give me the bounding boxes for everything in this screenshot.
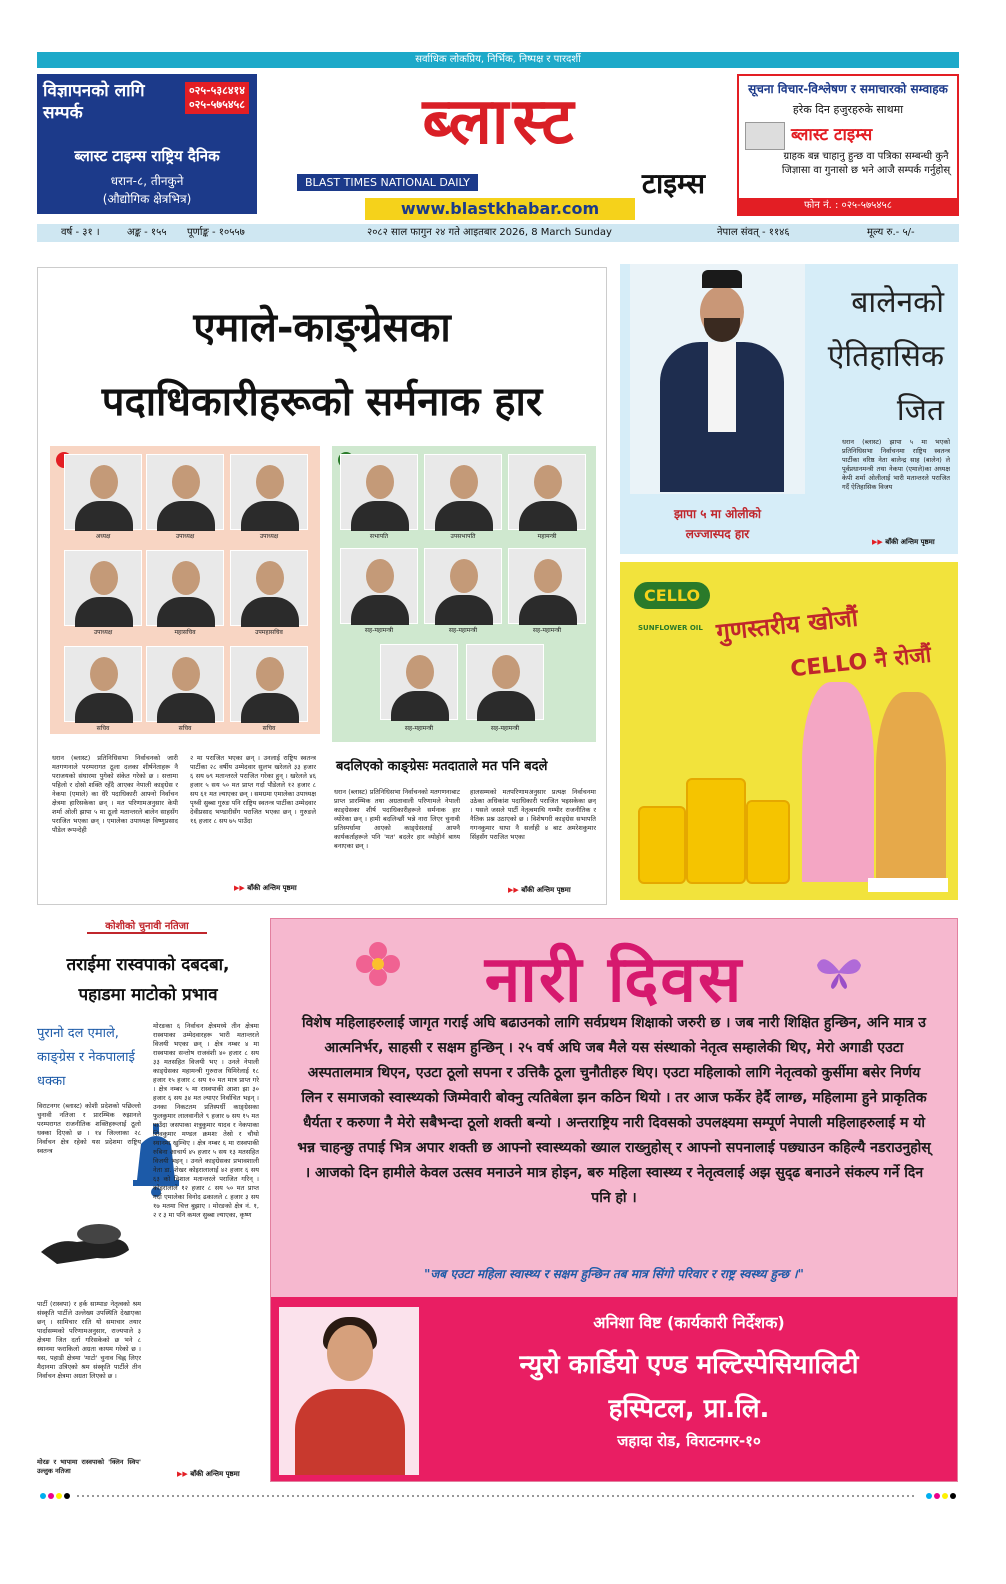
official-photo	[230, 646, 308, 722]
official-caption: सचिव	[96, 725, 110, 732]
lead-story	[37, 267, 607, 905]
official-photo	[64, 646, 142, 722]
masthead-times: टाइम्स	[641, 167, 705, 200]
cello-brand: CELLO	[634, 582, 710, 609]
total-issue: पूर्णाङ्क - १०५५७	[187, 227, 245, 238]
balen-title-2: ऐतिहासिक	[827, 339, 944, 374]
official-photo	[230, 454, 308, 530]
official-caption: सह-महामन्त्री	[532, 627, 562, 634]
official-caption: महासचिव	[174, 629, 196, 636]
kosi-headline-1: तराईमा रास्वपाको दबदबा,	[66, 955, 230, 975]
masthead-subtitle: BLAST TIMES NATIONAL DAILY	[297, 174, 478, 191]
ad-phone-2: ०२५-५७५४५८	[188, 98, 245, 111]
continued-link[interactable]: ▶▶ बाँकी अन्तिम पृष्ठमा	[508, 886, 571, 894]
continued-link[interactable]: ▶▶ बाँकी अन्तिम पृष्ठमा	[234, 884, 297, 892]
official-photo	[340, 548, 418, 624]
continued-link[interactable]: ▶▶ बाँकी अन्तिम पृष्ठमा	[177, 1470, 240, 1478]
kosi-column: विराटनगर (ब्लास्ट) कोशी प्रदेशको पछिल्लो चुनावी नतिजा र प्रारम्भिक रुझानले परम्परागत राजनीतिक शक्तिहरूलाई ठूलो धक्का दिएको छ । १४ जिल्लाका २८ निर्वाचन क्षेत्र रहेको यस प्रदेशमा राष्ट्रिय स्वतन्त्र	[37, 1102, 141, 1155]
official-photo	[146, 454, 224, 530]
congress-officials-panel	[332, 446, 596, 742]
official-caption: सह-महामन्त्री	[448, 627, 478, 634]
masthead-logo: ब्लास्ट	[422, 84, 578, 159]
nepal-sambat: नेपाल संवत् - ११४६	[717, 227, 790, 238]
official-photo	[508, 454, 586, 530]
hospital-name-1: न्युरो कार्डियो एण्ड मल्टिस्पेसियालिटी	[519, 1350, 859, 1380]
website-link[interactable]: www.blastkhabar.com	[365, 198, 635, 220]
kosi-section-tag: कोशीको चुनावी नतिजा	[87, 918, 207, 934]
advertising-contact-box	[37, 74, 257, 214]
balen-portrait	[630, 264, 805, 494]
lead-headline-line1: एमाले-काङ्ग्रेसका	[193, 305, 451, 351]
official-photo	[466, 644, 544, 720]
price: मूल्य रु.- ५/-	[867, 227, 915, 238]
official-photo	[64, 454, 142, 530]
hospital-band	[271, 1297, 957, 1481]
congress-story-column: हालसम्मको मतपरिणामअनुसार प्रत्यक्ष निर्वाचनमा उठेका अधिकांश पदाधिकारी पराजित भइसकेका छन् । यसले जसले पार्टी नेतृत्वमाथि गम्भीर राजनीतिक र नैतिक प्रश्न उठाएको छ । विशेषगरी काङ्ग्रेस सभापति गगनकुमार थापा नै सर्लाही ४ बाट अमरेशकुमार सिंहसँग पराजित भएका	[470, 788, 596, 841]
print-registration-bar	[37, 1492, 959, 1500]
official-caption: उपसभापति	[450, 533, 476, 540]
subscription-ad-phone: फोन नं. : ०२५-५७५४५८	[739, 198, 957, 214]
date: २०८२ साल फागुन २४ गते आइतबार 2026, 8 March Sunday	[367, 227, 612, 238]
publisher-address: धरान-८, तीनकुने	[110, 174, 184, 188]
tagline-bar	[37, 52, 959, 68]
publisher-name: ब्लास्ट टाइम्स राष्ट्रिय दैनिक	[74, 147, 220, 165]
official-photo	[230, 550, 308, 626]
ad-phone-box	[185, 82, 249, 114]
cello-sub: SUNFLOWER OIL	[638, 624, 703, 632]
congress-subheadline: बदलिएको काङ्ग्रेसः मतदाताले मत पनि बदले	[336, 759, 548, 774]
kosi-column-subhead: मोरङ र भापामा रास्वपाको 'क्लिन स्विप' उल्लुक नतिजा	[37, 1458, 141, 1475]
lead-headline-line2: पदाधिकारीहरूको सर्मनाक हार	[101, 379, 543, 425]
kosi-column: मोरङका ६ निर्वाचन क्षेत्रमध्ये तीन क्षेत्रमा रास्वपाका उम्मेदवारहरू भारी मतान्तरले विजयी भएका छन् । क्षेत्र नम्बर ४ मा रास्वपाका सन्तोष राजवंशी ४० हजार ८ सय ३३ मतसहित विजयी भए । उनले नेपाली काङ्ग्रेसका महामन्त्री गुरुराज घिमिरेलाई १८ हजार १५ हजार ८ सय १० मत मात्र प्राप्त गरे । क्षेत्र नम्बर ५ मा रास्वपाकी आशा झा ३० हजार ६ सय ३४ मत ल्याएर निर्वाचित भइन् । उनका निकटतम प्रतिस्पर्धी काङ्ग्रेसका फुलकुमार लालवानीले ९ हजार ७ सय १५ मत पाउँदा जसपाका शत्रुकुमार यादव र नेकपाका शिवकुमार मण्डल क्रमशः तेस्रो र चौथो स्थानमा खुम्चिए । क्षेत्र नम्बर ६ मा रास्वपाकी रुबिना आचार्य ४५ हजार ५ सय १३ मतसहित विजयी भइन् । उनले काङ्ग्रेसका प्रभावशाली नेता डा. शेखर कोइरालालाई ४२ हजार ६ सय ६३ को विशाल मतान्तरले पराजित गरिन् । कोइरालाले १२ हजार ८ सय ५० मत प्राप्त गर्दा एमालेका विनोद ढकालले ८ हजार ३ सय १७ मतमा चित्त बुझाए । मोरङको क्षेत्र नं. १, २ र ३ मा पनि कमल सुब्बा ल्याएका, कृष्ण	[153, 1022, 259, 1219]
balen-story-text: धरान (ब्लास्ट) झापा ५ मा भएको प्रतिनिधिसभा निर्वाचनमा राष्ट्रिय स्वतन्त्र पार्टीका वरिष्ठ नेता बालेन्द्र साह (बालेन) ले पूर्वप्रधानमन्त्री तथा नेकपा (एमाले)का अध्यक्ष केपी शर्मा ओलीलाई भारी मतान्तरले पराजित गर्दै ऐतिहासिक विजय	[842, 438, 950, 491]
oil-bottle-icon	[638, 806, 686, 884]
cello-oil-ad	[620, 562, 958, 900]
official-photo	[146, 550, 224, 626]
official-caption: अध्यक्ष	[95, 533, 111, 540]
balen-story	[620, 264, 958, 554]
kosi-side-head: पुरानो दल एमाले, काङ्ग्रेस र नेकपालाई धक्का	[37, 1026, 135, 1089]
womens-day-quote: "जब एउटा महिला स्वास्थ्य र सक्षम हुन्छिन तब मात्र सिंगो परिवार र राष्ट्र स्वस्थ्य हुन्छ ।"	[424, 1267, 804, 1281]
official-photo	[424, 454, 502, 530]
kosi-story	[37, 918, 259, 1482]
womens-day-ad	[270, 918, 958, 1482]
womens-day-message: विशेष महिलाहरुलाई जागृत गराई अघि बढाउनको लागि सर्वप्रथम शिक्षाको जरुरी छ । जब नारी शिक्षित हुन्छिन, अनि मात्र उ आत्मनिर्भर, साहसी र सक्षम हुन्छिन् । २५ वर्ष अघि जब मैले यस संस्थाको नेतृत्व सम्हालेकी थिए, मेरो अगाडी एउटा अस्पतालमात्र थिएन, एउटा ठूलो सपना र उत्तिकै ठूला चुनौतीहरु थिए। एउटा महिलाको लागि नेतृत्वको कुर्सीमा बसेर निर्णय लिन र समाजको स्वास्थ्यको जिम्मेवारी बोक्नु त्यतिबेला झन कठिन थियो । तर आज फर्केर हेर्दै लाग्छ, महिलामा हुने प्राकृतिक धैर्यता र करुणा नै मेरो सबैभन्दा ठूलो शक्ती बन्यो । अन्तराष्ट्रिय नारी दिवसको उपलक्ष्यमा सम्पूर्ण नेपाली महिलाहरुलाई म यो भन्न चाहन्छु तपाई भित्र अपार शक्ती छ आफ्नो स्वास्थ्यको ख्याल राख्नुहोस् र आफ्नो सपनालाई पछ्याउन कहिल्यै नडराउनुहोस् । आजको दिन हामीले केवल उत्सव मनाउने मात्र होइन, बरु महिला स्वास्थ्य र नेतृत्वलाई अझ सुद्ढ बनाउने संकल्प गर्ने दिन पनि हो ।	[297, 1015, 931, 1206]
issue: अङ्क - १५५	[127, 227, 167, 238]
official-caption: सचिव	[178, 725, 192, 732]
subscription-ad-brand: ब्लास्ट टाइम्स	[791, 125, 873, 145]
official-caption: सह-महामन्त्री	[404, 725, 434, 732]
soil-hand-icon	[37, 1208, 133, 1272]
oil-bottle-icon	[746, 800, 790, 884]
kosi-headline-2: पहाडमा माटोको प्रभाव	[78, 985, 218, 1005]
publisher-address-note: (औद्योगिक क्षेत्रभित्र)	[102, 192, 192, 206]
masthead	[275, 72, 725, 222]
official-photo	[380, 644, 458, 720]
balen-photo-caption: झापा ५ मा ओलीको लज्जास्पद हार	[673, 507, 761, 541]
newspaper-icon	[745, 122, 785, 150]
balen-title-1: बालेनको	[851, 285, 944, 320]
official-caption: सह-महामन्त्री	[490, 725, 520, 732]
subscription-ad-text: ग्राहक बन्न चाहानु हुन्छ वा पत्रिका सम्बन्धी कुनै जिज्ञासा वा गुनासो छ भने आजै सम्पर्क गर्नुहोस्	[781, 151, 951, 176]
balen-title-3: जित	[896, 393, 944, 428]
certification-logos	[868, 878, 948, 892]
cello-slogan-1: गुणस्तरीय खोजौं	[714, 603, 860, 647]
subscription-ad-line: हरेक दिन हजुरहरुके साथमा	[792, 103, 904, 116]
lead-story-column: २ मा पराजित भएका छन् । उनलाई राष्ट्रिय स्वतन्त्र पार्टीका २८ वर्षीय उम्मेदवार सुलभ खरेलले ३३ हजार ६ सय ७९ मतान्तरले पराजित गरेका हुन् । खरेलले ४६ हजार ५ सय ५० मत प्राप्त गर्दा पौडेलले १२ हजार ८ सय ६१ मत ल्याएका छन् । समग्रमा एमालेका उपाध्यक्ष पृथ्वी सुब्बा गुरुङ पनि राष्ट्रिय स्वतन्त्र पार्टीका उम्मेदवार देवीप्रसाद भण्डारीसँग पराजित भएका छन् । गुरुङले १६ हजार ८ सय ७५ पाउँदा	[190, 754, 316, 825]
official-photo	[508, 548, 586, 624]
ad-contact-heading: विज्ञापनको लागि सम्पर्क	[43, 81, 145, 123]
womens-day-title: नारी दिवस	[484, 943, 744, 1017]
tagline: सर्वाधिक लोकप्रिय, निर्भिक, निष्पक्ष र पारदर्शी	[415, 54, 581, 65]
lead-story-column: धरान (ब्लास्ट) प्रतिनिधिसभा निर्वाचनको जारी मतगणनाले परम्परागत ठूला दलका शीर्षनेताहरू नै पराजयको संघारमा पुगेको संकेत गरेको छ । सत्तामा पहिलो र दोस्रो शक्ति रहँदै आएका नेपाली काङ्ग्रेस र नेकपा (एमाले) का धेरै पदाधिकारी आफ्नो निर्वाचन क्षेत्रमा हारिसकेका छन् । मत परिणामअनुसार केपी शर्मा ओली झापा ५ मा ठूलो मतान्तरले बालेन साहसँग पराजित भएका छन् । एमालेका उपाध्यक्ष विष्णुप्रसाद पौडेल रूपन्देही	[52, 754, 178, 834]
continued-link[interactable]: ▶▶ बाँकी अन्तिम पृष्ठमा	[872, 538, 935, 546]
hospital-address: जहादा रोड, विराटनगर-१०	[617, 1432, 761, 1450]
official-caption: सह-महामन्त्री	[364, 627, 394, 634]
subscription-ad-heading: सूचना विचार-विश्लेषण र समाचारको सम्वाहक	[748, 82, 948, 96]
official-caption: महामन्त्री	[537, 533, 557, 540]
official-caption: उपाध्यक्ष	[93, 629, 113, 636]
director-name: अनिशा विष्ट (कार्यकारी निर्देशक)	[593, 1313, 785, 1332]
uml-officials-panel	[50, 446, 320, 734]
official-caption: उपाध्यक्ष	[259, 533, 279, 540]
volume: वर्ष - ३१ ।	[61, 227, 100, 238]
kosi-column: पार्टी (रास्वपा) र हर्क साम्पाङ नेतृत्वको श्रम संस्कृति पार्टीले उल्लेख्य उपस्थिति देखाएका छन् । सामिचार राति यो समाचार तयार पार्दासम्मको परिणामअनुसार, राज्यपाले ३ क्षेत्रमा जित दर्ता गरिसकेको छ भने ८ स्थानमा फराकिलो अग्रता कायम गरेको छ । यस, पहाडी क्षेत्रमा 'माटो' चुनाव चिह्न लिएर मैदानमा उत्रिएको श्रम संस्कृति पार्टीले तीन निर्वाचन क्षेत्रमा अग्रता लिएको छ ।	[37, 1300, 141, 1380]
official-caption: सभापति	[369, 533, 389, 540]
official-caption: उपमहासचिव	[255, 629, 283, 636]
official-photo	[340, 454, 418, 530]
cello-slogan-2: CELLO नै रोजौं	[789, 642, 933, 683]
official-photo	[64, 550, 142, 626]
ad-phone-1: ०२५-५३८४१४	[188, 84, 245, 97]
official-photo	[424, 548, 502, 624]
model-figure	[802, 682, 874, 882]
dateline-bar	[37, 224, 959, 242]
official-photo	[146, 646, 224, 722]
hospital-name-2: हस्पिटल, प्रा.लि.	[608, 1394, 770, 1424]
oil-jar-icon	[686, 778, 746, 884]
subscription-ad-box	[737, 74, 959, 216]
official-caption: सचिव	[262, 725, 276, 732]
model-figure	[876, 692, 946, 882]
official-caption: उपाध्यक्ष	[175, 533, 195, 540]
congress-story-column: धरान (ब्लास्ट) प्रतिनिधिसभा निर्वाचनको मतगणनाबाट प्राप्त प्रारम्भिक तथा अग्रतावाली परिणामले नेपाली काङ्ग्रेसका शीर्ष पदाधिकारीहरूले सर्मनाक हार व्योरेका छन् । हामी बदलिन्छौं भन्ने नारा लिएर चुनावी प्रतिस्पर्धामा आएको काङ्ग्रेसलाई आफ्नै कार्यकर्ताहरूले पनि 'मत' बदलेर हार व्योहोर्न बाध्य बनाएका छन् ।	[334, 788, 460, 850]
director-photo	[279, 1307, 419, 1475]
